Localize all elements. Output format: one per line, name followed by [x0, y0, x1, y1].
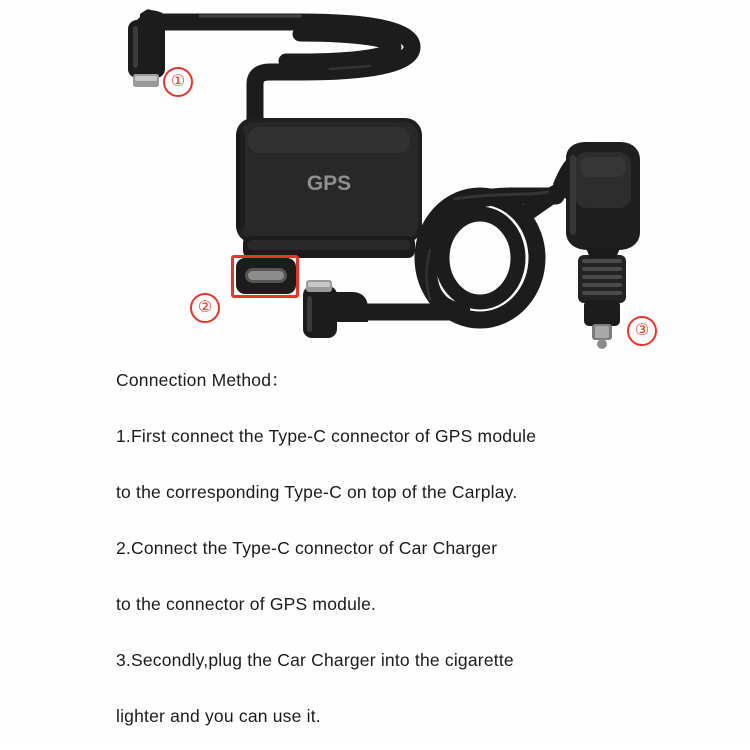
callout-1: ①	[163, 67, 193, 97]
instruction-line-3: 2.Connect the Type-C connector of Car Charger	[116, 538, 498, 558]
instruction-line-5: 3.Secondly,plug the Car Charger into the cigarette	[116, 650, 514, 670]
charger-grip-ribs	[578, 255, 626, 303]
gps-module-icon	[236, 118, 422, 258]
connection-diagram	[0, 0, 750, 360]
instruction-line-1: 1.First connect the Type-C connector of GPS module	[116, 426, 537, 446]
callout-3: ③	[627, 316, 657, 346]
page-bottom-edge	[0, 746, 750, 750]
instruction-line-4: to the connector of GPS module.	[116, 594, 377, 614]
car-charger-icon	[553, 142, 640, 349]
gps-module-label: GPS	[306, 172, 352, 195]
top-cable	[165, 16, 412, 118]
instruction-line-2: to the corresponding Type-C on top of the Carplay.	[116, 482, 518, 502]
type-c-port-highlight	[231, 255, 299, 298]
instruction-line-6: lighter and you can use it.	[116, 706, 321, 726]
diagram-svg	[0, 0, 750, 360]
instructions-block	[116, 352, 716, 744]
callout-2: ②	[190, 293, 220, 323]
instructions-heading: Connection Method：	[116, 370, 289, 390]
type-c-plug-right-angle-icon	[128, 9, 168, 87]
